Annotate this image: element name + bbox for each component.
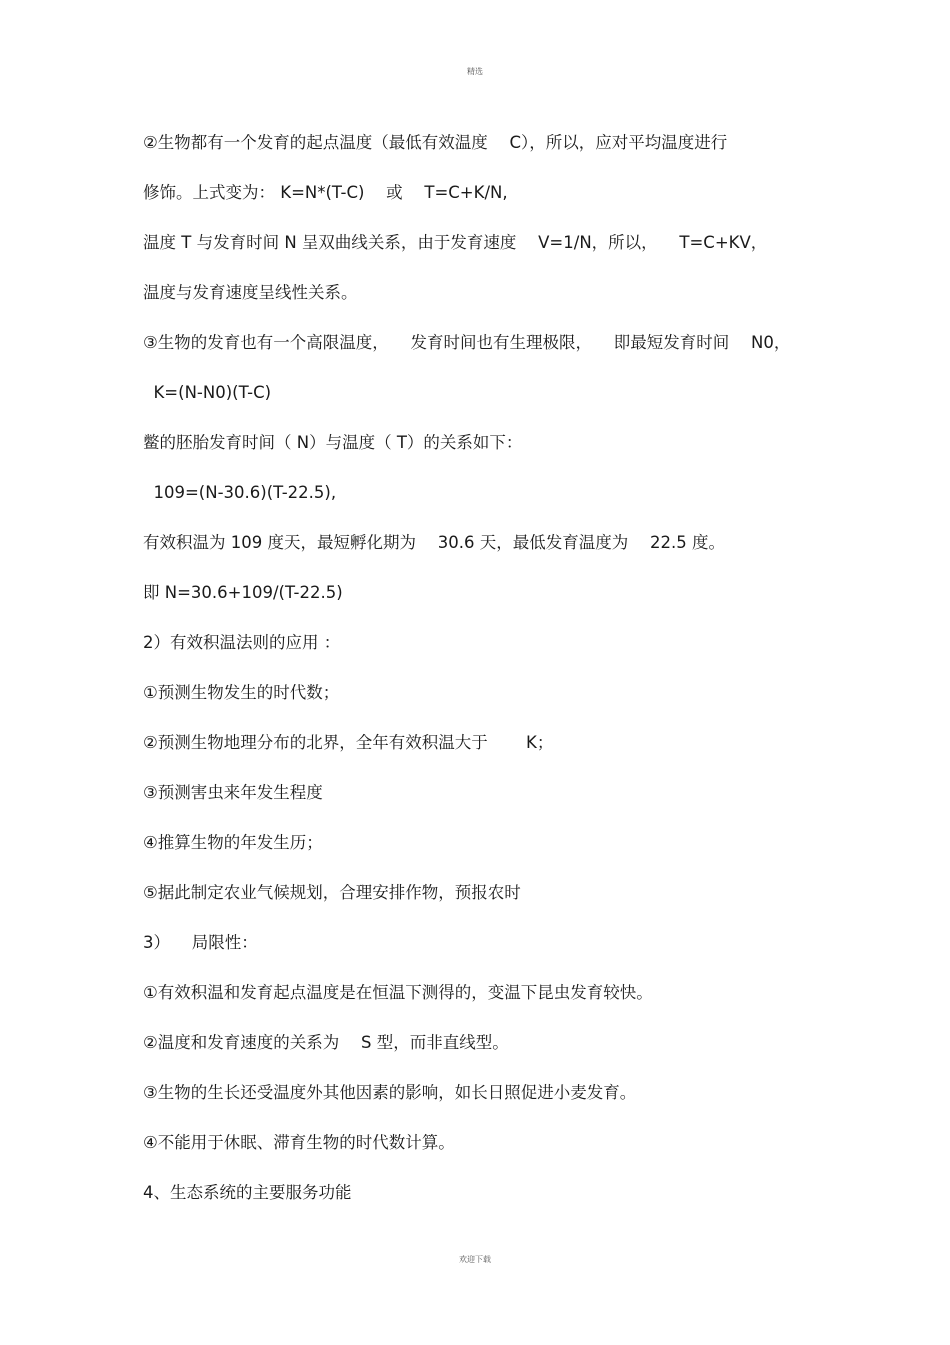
section-heading: 2）有效积温法则的应用 ：	[143, 633, 341, 652]
list-item: ①预测生物发生的时代数；	[143, 683, 340, 702]
list-item: ③预测害虫来年发生程度	[143, 783, 323, 802]
list-item: ⑤据此制定农业气候规划，合理安排作物，预报农时	[143, 883, 521, 902]
page-header: 精选	[467, 67, 483, 76]
text-line: 即 N=30.6+109/(T-22.5)	[143, 583, 343, 602]
section-heading: 3） 局限性：	[143, 933, 258, 952]
list-item: ④不能用于休眠、滞育生物的时代数计算。	[143, 1133, 455, 1152]
page-footer: 欢迎下载	[459, 1255, 491, 1264]
text-line: K=(N-N0)(T-C)	[143, 383, 272, 402]
text-line: 109=(N-30.6)(T-22.5),	[143, 483, 337, 502]
text-line: 修饰。上式变为： K=N*(T-C) 或 T=C+K/N,	[143, 183, 508, 202]
text-line: 温度与发育速度呈线性关系。	[143, 283, 358, 302]
text-line: 有效积温为 109 度天，最短孵化期为 30.6 天，最低发育温度为 22.5 度。	[143, 533, 725, 552]
section-heading: 4、生态系统的主要服务功能	[143, 1183, 352, 1202]
text-line: 温度 T 与发育时间 N 呈双曲线关系，由于发育速度 V=1/N，所以， T=C+KV，	[143, 233, 768, 252]
list-item: ③生物的生长还受温度外其他因素的影响，如长日照促进小麦发育。	[143, 1083, 637, 1102]
document-body	[143, 130, 823, 1230]
list-item: ②预测生物地理分布的北界，全年有效积温大于 K；	[143, 733, 554, 752]
list-item: ①有效积温和发育起点温度是在恒温下测得的，变温下昆虫发育较快。	[143, 983, 653, 1002]
text-line: ②生物都有一个发育的起点温度（最低有效温度 C），所以，应对平均温度进行	[143, 133, 728, 152]
text-line: ③生物的发育也有一个高限温度， 发育时间也有生理极限， 即最短发育时间 N0，	[143, 333, 791, 352]
list-item: ②温度和发育速度的关系为 S 型，而非直线型。	[143, 1033, 509, 1052]
list-item: ④推算生物的年发生历；	[143, 833, 323, 852]
text-line: 鳖的胚胎发育时间（ N）与温度（ T）的关系如下：	[143, 433, 523, 452]
